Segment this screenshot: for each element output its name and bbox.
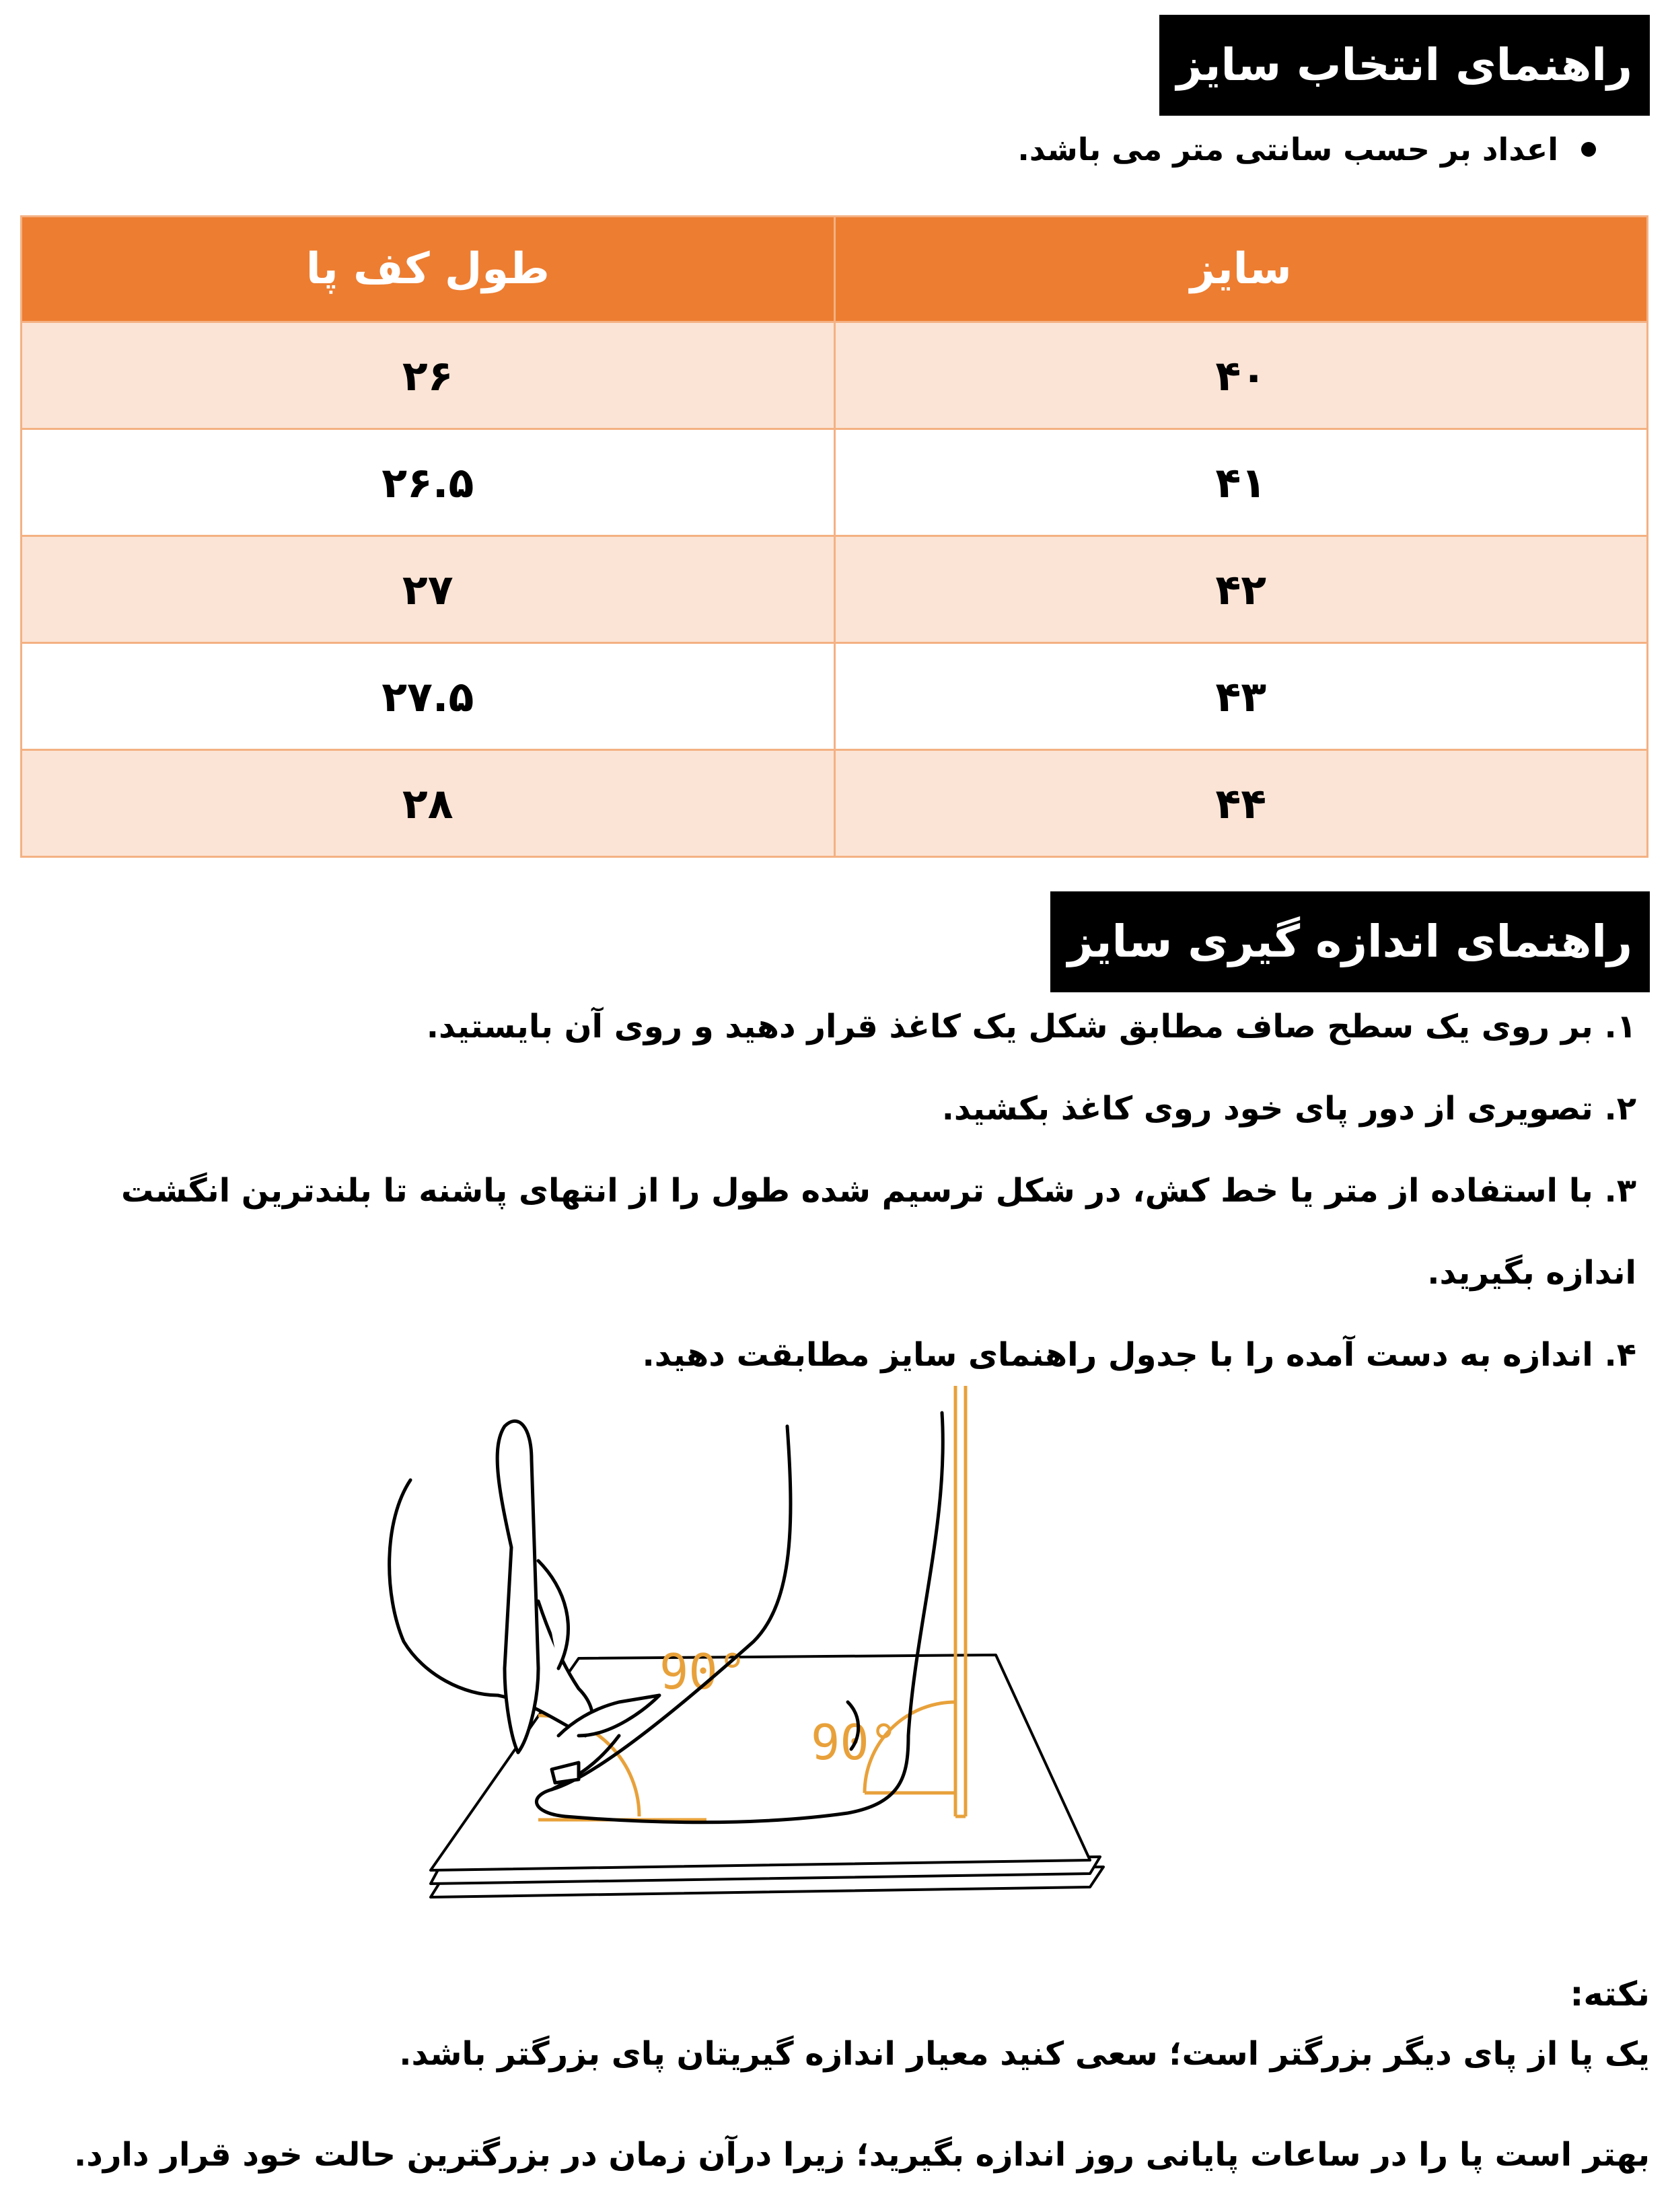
step-3: ۳. با استفاده از متر یا خط کش، در شکل ترسیم شده طول را از انتهای پاشنه تا بلندترین انگشت اندازه بگیرید. (121, 1172, 1636, 1292)
notes-title: نکته: (1570, 1975, 1650, 2014)
table-header-row (22, 217, 1648, 322)
length-cell: ۲۷.۵ (22, 643, 835, 750)
table-row (22, 322, 1648, 429)
size-cell: ۴۳ (834, 643, 1648, 750)
bullet-icon (1581, 142, 1596, 157)
table-row (22, 429, 1648, 536)
size-guide-title: راهنمای انتخاب سایز (1159, 15, 1650, 116)
size-cell: ۴۲ (834, 536, 1648, 643)
step-1: ۱. بر روی یک سطح صاف مطابق شکل یک کاغذ قرار دهید و روی آن بایستید. (426, 1008, 1636, 1045)
foot-tracing-icon (377, 1386, 1117, 1938)
table-row (22, 750, 1648, 857)
length-cell: ۲۷ (22, 536, 835, 643)
measure-steps (20, 986, 1636, 1396)
foot-measure-illustration (377, 1386, 1117, 1940)
column-header-length: طول کف پا (22, 217, 835, 322)
size-cell: ۴۴ (834, 750, 1648, 857)
step-4: ۴. اندازه به دست آمده را با جدول راهنمای سایز مطابقت دهید. (642, 1336, 1636, 1374)
size-table (20, 215, 1648, 858)
units-note (1017, 131, 1596, 168)
size-cell: ۴۱ (834, 429, 1648, 536)
length-cell: ۲۶.۵ (22, 429, 835, 536)
length-cell: ۲۶ (22, 322, 835, 429)
column-header-size: سایز (834, 217, 1648, 322)
table-row (22, 536, 1648, 643)
units-note-text: اعداد بر حسب سانتی متر می باشد. (1017, 131, 1558, 168)
table-row (22, 643, 1648, 750)
note-item-2: بهتر است پا را در ساعات پایانی روز اندازه بگیرید؛ زیرا درآن زمان در بزرگترین حالت خود قرار دارد. (74, 2136, 1650, 2174)
step-2: ۲. تصویری از دور پای خود روی کاغذ بکشید. (941, 1090, 1636, 1128)
angle-label-heel: 90° (811, 1714, 899, 1771)
size-cell: ۴۰ (834, 322, 1648, 429)
angle-label-toe: 90° (659, 1644, 748, 1700)
note-item-1: یک پا از پای دیگر بزرگتر است؛ سعی کنید معیار اندازه گیریتان پای بزرگتر باشد. (399, 2035, 1650, 2073)
length-cell: ۲۸ (22, 750, 835, 857)
measure-guide-title: راهنمای اندازه گیری سایز (1050, 891, 1650, 992)
